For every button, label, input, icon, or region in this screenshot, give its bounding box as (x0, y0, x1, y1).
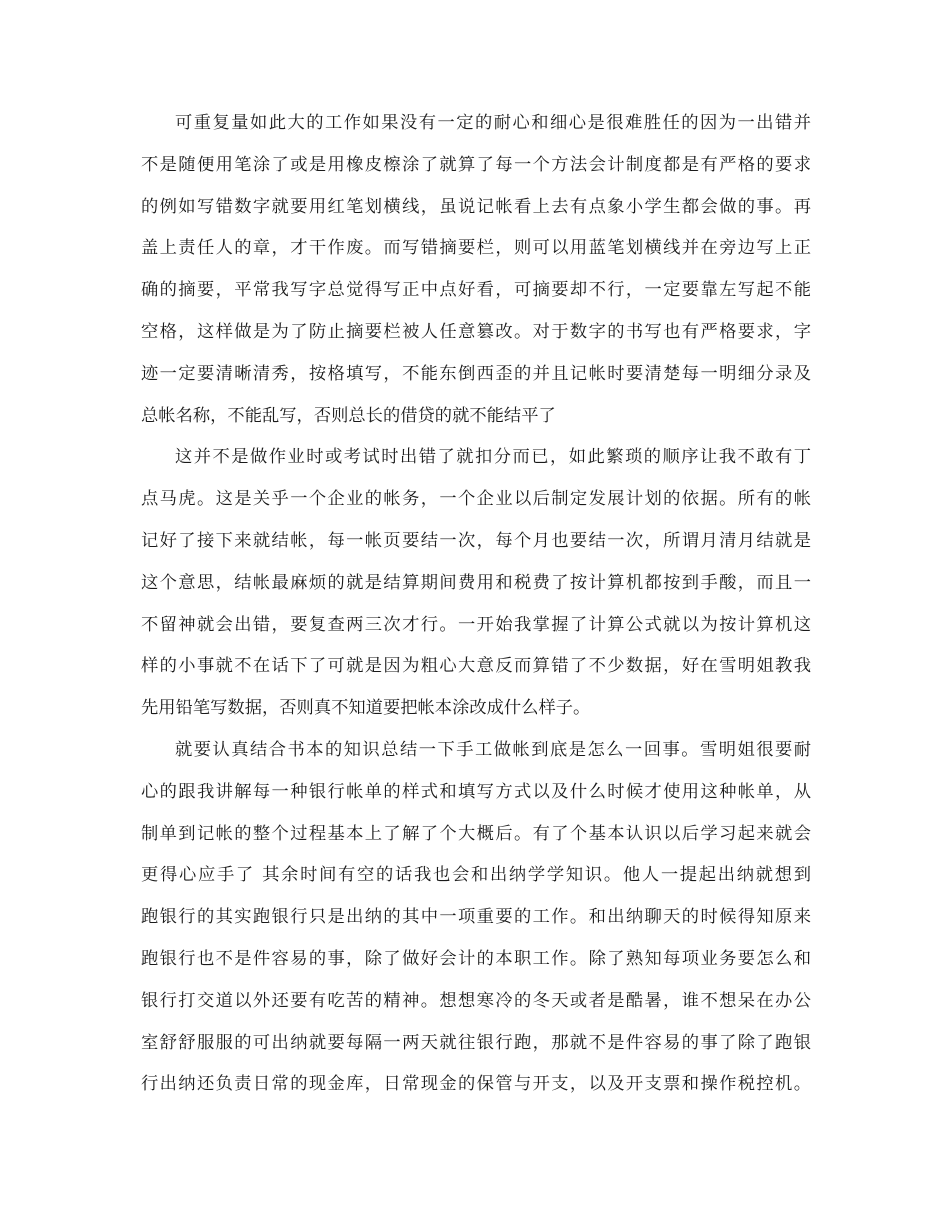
text-line: 行出纳还负责日常的现金库，日常现金的保管与开支，以及开支票和操作税控机。 (141, 1074, 811, 1095)
text-line: 不是随便用笔涂了或是用橡皮檫涂了就算了每一个方法会计制度都是有严格的要求 (141, 154, 811, 175)
text-line: 总帐名称，不能乱写，否则总长的借贷的就不能结平了 (141, 405, 556, 426)
text-line: 银行打交道以外还要有吃苦的精神。想想寒冷的冬天或者是酷暑，谁不想呆在办公 (141, 990, 811, 1011)
text-line: 室舒舒服服的可出纳就要每隔一两天就往银行跑，那就不是件容易的事了除了跑银 (141, 1032, 811, 1053)
text-line: 空格，这样做是为了防止摘要栏被人任意篡改。对于数字的书写也有严格要求，字 (141, 321, 811, 342)
text-line: 迹一定要清晰清秀，按格填写，不能东倒西歪的并且记帐时要清楚每一明细分录及 (141, 363, 811, 384)
document-body (141, 103, 811, 1106)
text-line: 记好了接下来就结帐，每一帐页要结一次，每个月也要结一次，所谓月清月结就是 (141, 530, 811, 551)
text-line: 这个意思，结帐最麻烦的就是结算期间费用和税费了按计算机都按到手酸，而且一 (141, 572, 811, 593)
text-line: 不留神就会出错，要复查两三次才行。一开始我掌握了计算公式就以为按计算机这 (141, 614, 811, 635)
text-line: 更得心应手了 其余时间有空的话我也会和出纳学学知识。他人一提起出纳就想到 (141, 865, 811, 886)
text-line: 就要认真结合书本的知识总结一下手工做帐到底是怎么一回事。雪明姐很要耐 (175, 739, 811, 760)
text-line: 跑银行也不是件容易的事，除了做好会计的本职工作。除了熟知每项业务要怎么和 (141, 948, 811, 969)
paragraph-3 (141, 730, 811, 1106)
paragraph-1 (141, 103, 811, 437)
text-line: 可重复量如此大的工作如果没有一定的耐心和细心是很难胜任的因为一出错并 (175, 113, 811, 133)
text-line: 先用铅笔写数据，否则真不知道要把帐本涂改成什么样子。 (141, 698, 591, 719)
text-line: 确的摘要，平常我写字总觉得写正中点好看，可摘要却不行，一定要靠左写起不能 (141, 280, 811, 301)
text-line: 点马虎。这是关乎一个企业的帐务，一个企业以后制定发展计划的依据。所有的帐 (141, 489, 811, 510)
text-line: 跑银行的其实跑银行只是出纳的其中一项重要的工作。和出纳聊天的时候得知原来 (141, 907, 811, 928)
text-line: 制单到记帐的整个过程基本上了解了个大概后。有了个基本认识以后学习起来就会 (141, 823, 811, 844)
text-line: 样的小事就不在话下了可就是因为粗心大意反而算错了不少数据，好在雪明姐教我 (141, 656, 811, 677)
text-line: 盖上责任人的章，才干作废。而写错摘要栏，则可以用蓝笔划横线并在旁边写上正 (141, 238, 811, 259)
text-line: 这并不是做作业时或考试时出错了就扣分而已，如此繁琐的顺序让我不敢有丁 (175, 447, 811, 468)
paragraph-2 (141, 437, 811, 730)
text-line: 的例如写错数字就要用红笔划横线，虽说记帐看上去有点象小学生都会做的事。再 (141, 196, 811, 217)
text-line: 心的跟我讲解每一种银行帐单的样式和填写方式以及什么时候才使用这种帐单，从 (141, 781, 811, 802)
